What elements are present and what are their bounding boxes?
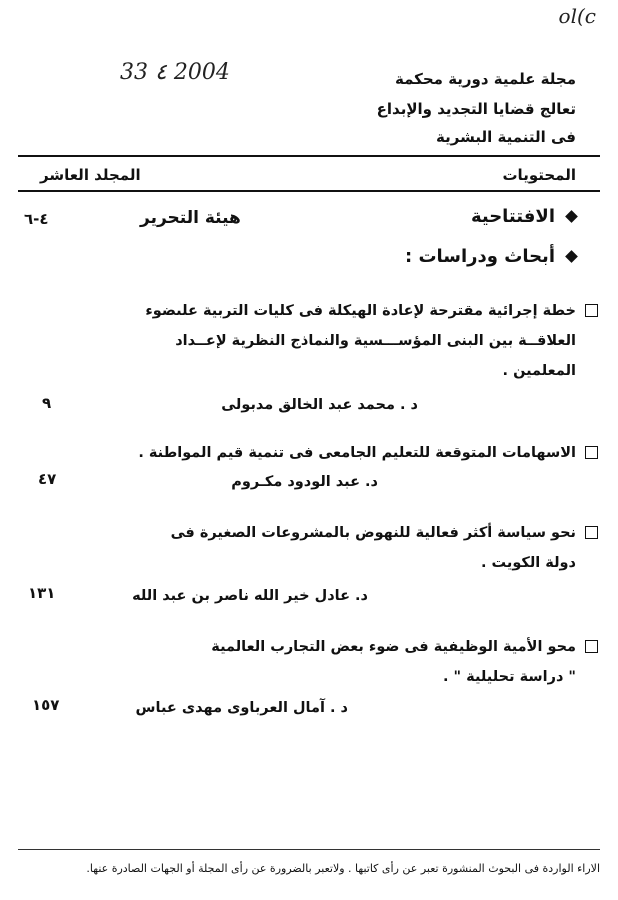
article-title-line: خطة إجرائية مقترحة لإعادة الهيكلة فى كليات التربية علىضوء (145, 303, 576, 319)
checkbox-bullet-icon (585, 446, 598, 459)
diamond-bullet-icon (565, 210, 578, 223)
section-research (405, 246, 576, 267)
article-title-line: المعلمين . (502, 363, 576, 379)
header-divider-bottom (18, 190, 600, 192)
article-title-line: دولة الكويت . (480, 555, 576, 571)
journal-description-line-2: تعالج قضايا التجديد والإبداع (376, 100, 576, 118)
article-entry (106, 438, 576, 468)
section-author: هيئة التحرير (140, 208, 241, 228)
article-title-line: الاسهامات المتوقعة للتعليم الجامعى فى تنمية قيم المواطنة . (138, 445, 576, 461)
article-title-line: نحو سياسة أكثر فعالية للنهوض بالمشروعات الصغيرة فى (170, 525, 576, 541)
article-author: د. عادل خير الله ناصر بن عبد الله (132, 588, 368, 604)
page-number: ١٣١ (28, 584, 56, 602)
volume-label: المجلد العاشر (40, 166, 141, 184)
section-title: الافتتاحية (470, 206, 555, 227)
diamond-bullet-icon (565, 250, 578, 263)
article-entry (106, 296, 576, 386)
section-editorial (471, 206, 576, 227)
article-title-line: العلاقــة بين البنى المؤســـسية والنماذج النظرية لإعــداد (175, 333, 576, 349)
page-number: ٩ (42, 394, 52, 412)
checkbox-bullet-icon (585, 304, 598, 317)
page-number: ٤-٦ (24, 210, 49, 228)
handwritten-corner-note: ol(c (558, 4, 596, 28)
page-number: ٤٧ (38, 470, 57, 488)
checkbox-bullet-icon (585, 526, 598, 539)
checkbox-bullet-icon (585, 640, 598, 653)
article-title-line: محو الأمية الوظيفية فى ضوء بعض التجارب العالمية (211, 639, 576, 655)
article-title-line: " دراسة تحليلية " . (443, 669, 576, 685)
article-entry (106, 518, 576, 578)
footer-divider (18, 849, 600, 850)
article-author: د . محمد عبد الخالق مدبولى (221, 397, 418, 413)
article-author: د . آمال العرباوى مهدى عباس (135, 700, 348, 716)
disclaimer-note: الاراء الواردة فى البحوث المنشورة تعبر عن رأى كاتبها . ولاتعبر بالضرورة عن رأى المجلة أو الجهات الصادرة عنها. (86, 862, 600, 875)
journal-description-line-1: مجلة علمية دورية محكمة (395, 70, 576, 88)
page-number: ١٥٧ (32, 696, 60, 714)
journal-description-line-3: فى التنمية البشرية (436, 128, 576, 146)
article-entry (106, 632, 576, 692)
handwritten-date-note: 33 ٤ 2004 (120, 60, 230, 85)
section-title: أبحاث ودراسات : (405, 246, 555, 267)
header-divider-top (18, 155, 600, 157)
article-author: د. عبد الودود مكـروم (231, 474, 378, 490)
contents-heading: المحتويات (502, 166, 576, 184)
